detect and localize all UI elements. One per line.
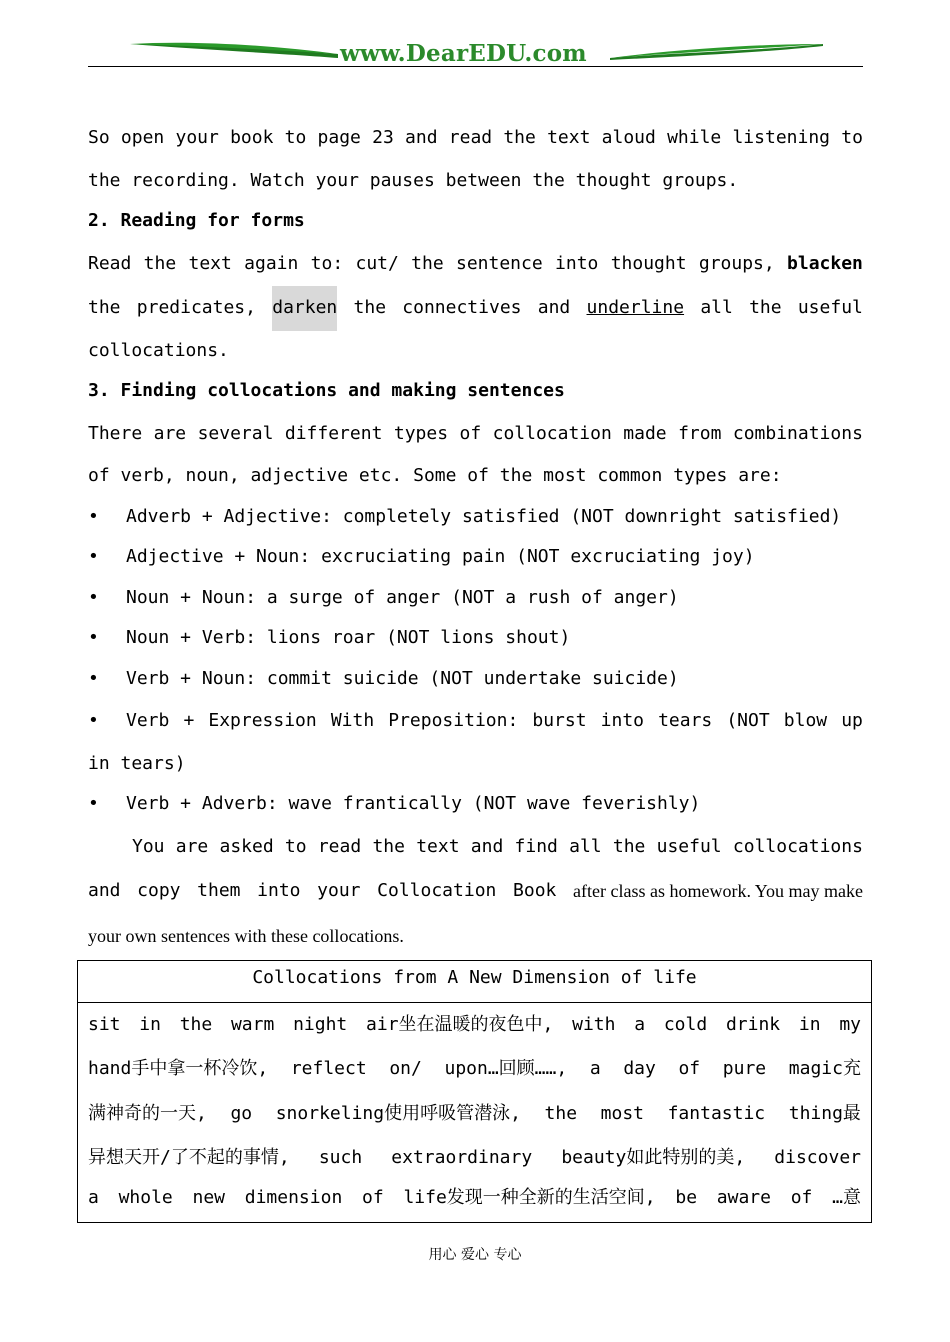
word: groups, <box>698 252 775 274</box>
word: the <box>353 297 387 318</box>
word: reflect <box>290 1058 367 1080</box>
word: are <box>175 835 209 857</box>
bullet-item <box>88 578 863 619</box>
word: There <box>88 422 143 444</box>
word: find <box>514 835 558 857</box>
word: Collocation <box>377 880 497 901</box>
bullet-text: Adjective + Noun: excruciating pain (NOT excruciating joy) <box>126 546 755 567</box>
word: drink <box>725 1014 781 1035</box>
word: from <box>678 422 722 444</box>
word: into <box>555 252 599 274</box>
bullet-item <box>88 699 863 744</box>
table-row <box>88 1003 861 1047</box>
word: the <box>372 835 405 857</box>
word: fantastic <box>667 1102 766 1124</box>
word: collocation <box>492 422 612 444</box>
word: and <box>405 127 438 148</box>
word: open <box>120 127 165 148</box>
word: + <box>183 710 195 731</box>
word: the <box>411 252 444 274</box>
word: extraordinary <box>391 1146 533 1168</box>
section-2-heading: 2. Reading for forms <box>88 210 305 231</box>
site-name-logo: www.DearEDU.com <box>340 40 587 67</box>
word: and <box>88 880 121 901</box>
word: a <box>88 1187 99 1209</box>
table-row <box>88 1180 861 1222</box>
word: new <box>192 1187 226 1209</box>
bullet-text: Adverb + Adjective: completely satisfied (NOT downright satisfied) <box>126 505 842 527</box>
table-body <box>78 1003 871 1222</box>
word: sit <box>88 1014 121 1035</box>
word: text <box>188 252 232 274</box>
bullet-icon: • <box>88 627 99 648</box>
word: air坐在温暖的夜色中, <box>366 1014 554 1035</box>
word: a <box>589 1058 601 1080</box>
word: the <box>179 1014 213 1035</box>
section-2-line-1 <box>88 242 863 287</box>
word: several <box>197 422 274 444</box>
word: up <box>841 710 863 731</box>
bullet-text <box>126 699 863 744</box>
word: and <box>470 835 504 857</box>
bullet-icon: • <box>88 546 99 567</box>
word: go <box>230 1102 253 1124</box>
word: So <box>88 127 110 148</box>
word: made <box>623 422 667 444</box>
bullet-icon: • <box>88 793 99 814</box>
word: You <box>132 835 165 857</box>
section-3-intro-line-1 <box>88 412 863 457</box>
darken-word-highlight: darken <box>272 286 337 331</box>
section-3-heading: 3. Finding collocations and making sentences <box>88 380 565 401</box>
word: aloud <box>601 127 656 148</box>
word: sentence <box>456 252 543 274</box>
word: of <box>678 1058 701 1080</box>
word: read <box>317 835 362 857</box>
bullet-text: Verb + Noun: commit suicide (NOT undertake suicide) <box>126 667 679 689</box>
word: blow <box>783 710 828 731</box>
word: …意 <box>832 1187 861 1209</box>
word: beauty如此特别的美, <box>561 1146 746 1168</box>
word: text <box>547 127 591 148</box>
page-header <box>88 36 863 70</box>
bullet-text: Noun + Verb: lions roar (NOT lions shout) <box>126 627 571 648</box>
word: predicates, <box>136 297 256 318</box>
word: the <box>503 127 536 148</box>
word: cut/ <box>355 252 399 274</box>
paragraph-1-line-1 <box>88 116 863 161</box>
word: text <box>416 835 460 857</box>
word: into <box>257 880 301 901</box>
section-3-intro-line-2: of verb, noun, adjective etc. Some of the most common types are: <box>88 465 782 486</box>
table-row <box>88 1136 861 1180</box>
bullet-text: Verb + Adverb: wave frantically (NOT wave feverishly) <box>126 793 701 814</box>
word: different <box>284 422 383 444</box>
table-row <box>88 1047 861 1091</box>
word: a <box>634 1014 646 1035</box>
word: of <box>459 422 482 444</box>
word: on/ <box>389 1058 422 1080</box>
word: in <box>798 1014 821 1035</box>
word: night <box>293 1014 348 1035</box>
word: 异想天开/了不起的事情, <box>88 1146 290 1168</box>
word: your <box>175 127 219 148</box>
word: all <box>700 297 733 318</box>
task-line-2 <box>88 869 863 914</box>
word: be <box>675 1187 698 1209</box>
word: discover <box>774 1146 861 1168</box>
bullet-item <box>88 497 863 538</box>
word: cold <box>663 1014 708 1035</box>
bullet-item <box>88 618 863 659</box>
word: snorkeling使用呼吸管潜泳, <box>275 1102 521 1124</box>
word: connectives <box>402 297 522 318</box>
word: Book <box>513 880 557 901</box>
word: types <box>393 422 449 444</box>
word: book <box>230 127 274 148</box>
word: in <box>139 1014 161 1035</box>
word: collocations <box>732 835 863 857</box>
word: page <box>317 127 361 148</box>
bullet-icon: • <box>88 667 99 689</box>
word: to <box>284 127 307 148</box>
word: tears <box>658 710 713 731</box>
word: magic充 <box>788 1058 861 1080</box>
word: upon…回顾……, <box>444 1058 568 1080</box>
word: Verb <box>126 710 170 731</box>
word: aware <box>716 1187 771 1209</box>
word: again <box>244 252 299 274</box>
word: (NOT <box>726 710 770 731</box>
word: the <box>749 297 782 318</box>
word: day <box>623 1058 656 1080</box>
task-line-1 <box>88 825 863 870</box>
word: of <box>362 1187 384 1209</box>
word: Read <box>88 252 132 274</box>
word: thought <box>610 252 687 274</box>
word: whole <box>118 1187 173 1209</box>
word: useful <box>656 835 722 857</box>
word: the <box>88 297 121 318</box>
word: thing最 <box>788 1102 861 1124</box>
word: into <box>600 710 644 731</box>
word: hand手中拿一杯冷饮, <box>88 1058 269 1080</box>
word: life发现一种全新的生活空间, <box>403 1187 656 1209</box>
word: of <box>790 1187 813 1209</box>
task-line-3: your own sentences with these collocations. <box>88 925 404 946</box>
blacken-word: blacken <box>787 252 863 274</box>
section-2-line-3: collocations. <box>88 339 229 361</box>
word: listening <box>732 127 831 148</box>
bullet-item <box>88 537 863 578</box>
word: to: <box>310 252 344 274</box>
bullet-icon: • <box>88 586 99 608</box>
paragraph-1-line-2: the recording. Watch your pauses between the thought groups. <box>88 169 739 191</box>
word: 满神奇的一天, <box>88 1102 207 1124</box>
section-2-line-2 <box>88 286 863 331</box>
bullet-item <box>88 659 863 700</box>
word: the <box>612 835 646 857</box>
word: copy <box>137 880 181 901</box>
word: useful <box>797 297 863 318</box>
table-title: Collocations from A New Dimension of life <box>78 961 871 1003</box>
word: them <box>197 880 241 901</box>
word: your <box>317 880 361 901</box>
bullet-icon: • <box>88 710 99 731</box>
bullet-item <box>88 784 863 825</box>
document-body <box>88 116 863 958</box>
bullet-text: Noun + Noun: a surge of anger (NOT a rush of anger) <box>126 586 679 608</box>
word: the <box>544 1102 578 1124</box>
serif-text: after class as homework. You may make <box>573 881 863 901</box>
word: Expression <box>208 710 317 731</box>
word: Preposition: <box>388 710 519 731</box>
bullet-icon: • <box>88 505 99 527</box>
word: asked <box>219 835 274 857</box>
word: my <box>839 1014 861 1035</box>
word: 23 <box>372 127 394 148</box>
word: to <box>284 835 307 857</box>
table-row <box>88 1092 861 1136</box>
word: most <box>600 1102 644 1124</box>
word: dimension <box>244 1187 343 1209</box>
word: such <box>318 1146 363 1168</box>
word: and <box>537 297 571 318</box>
word: with <box>572 1014 616 1035</box>
underline-word: underline <box>586 297 685 318</box>
word: while <box>667 127 722 148</box>
page-footer: 用心 爱心 专心 <box>428 1247 522 1263</box>
bullet-continuation: in tears) <box>88 752 186 774</box>
word: warm <box>230 1014 275 1035</box>
word: all <box>569 835 602 857</box>
word: to <box>841 127 863 148</box>
word: read <box>448 127 493 148</box>
collocations-table <box>77 960 872 1223</box>
word: are <box>153 422 187 444</box>
header-rule <box>88 66 863 67</box>
word: burst <box>532 710 587 731</box>
word: the <box>143 252 177 274</box>
word: With <box>330 710 375 731</box>
word: pure <box>722 1058 767 1080</box>
word: combinations <box>732 422 863 444</box>
